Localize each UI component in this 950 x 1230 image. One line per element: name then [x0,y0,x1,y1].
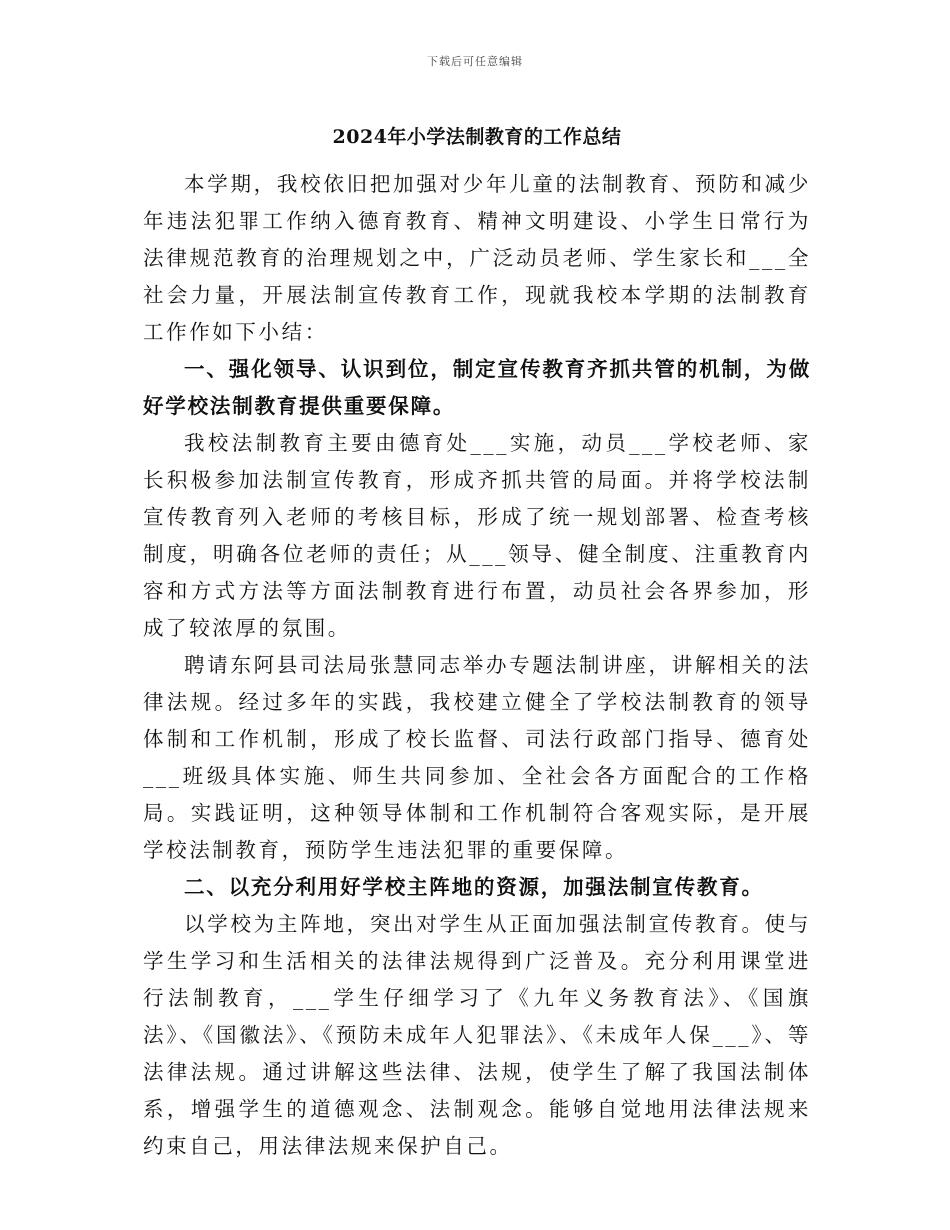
section-2-heading: 二、以充分利用好学校主阵地的资源，加强法制宣传教育。 [184,875,764,899]
section-1-heading: 一、强化领导、认识到位，制定宣传教育齐抓共管的机制，为做好学校法制教育提供重要保障。 [143,357,811,418]
intro-paragraph: 本学期，我校依旧把加强对少年儿童的法制教育、预防和减少年违法犯罪工作纳入德育教育、精神文明建设、小学生日常行为法律规范教育的治理规划之中，广泛动员老师、学生家长和___全社会力量，开展法制宣传教育工作，现就我校本学期的法制教育工作作如下小结： [143,172,811,344]
document-title: 2024年小学法制教育的工作总结 [332,126,622,148]
section-2-paragraph-1: 以学校为主阵地，突出对学生从正面加强法制宣传教育。使与学生学习和生活相关的法律法规得到广泛普及。充分利用课堂进行法制教育，___学生仔细学习了《九年义务教育法》、《国旗法》、《国徽法》、《预防未成年人犯罪法》、《未成年人保___》、等法律法规。通过讲解这些法律、法规，使学生了解了我国法制体系，增强学生的道德观念、法制观念。能够自觉地用法律法规来约束自己，用法律法规来保护自己。 [143,912,811,1158]
section-1-paragraph-2: 聘请东阿县司法局张慧同志举办专题法制讲座，讲解相关的法律法规。经过多年的实践，我校建立健全了学校法制教育的领导体制和工作机制，形成了校长监督、司法行政部门指导、德育处___班级具体实施、师生共同参加、全社会各方面配合的工作格局。实践证明，这种领导体制和工作机制符合客观实际，是开展学校法制教育，预防学生违法犯罪的重要保障。 [143,653,811,862]
document-body [143,118,811,1165]
header-note: 下载后可任意编辑 [427,55,523,68]
section-1-paragraph-1: 我校法制教育主要由德育处___实施，动员___学校老师、家长积极参加法制宣传教育，形成齐抓共管的局面。并将学校法制宣传教育列入老师的考核目标，形成了统一规划部署、检查考核制度，明确各位老师的责任；从___领导、健全制度、注重教育内容和方式方法等方面法制教育进行布置，动员社会各界参加，形成了较浓厚的氛围。 [143,431,811,640]
